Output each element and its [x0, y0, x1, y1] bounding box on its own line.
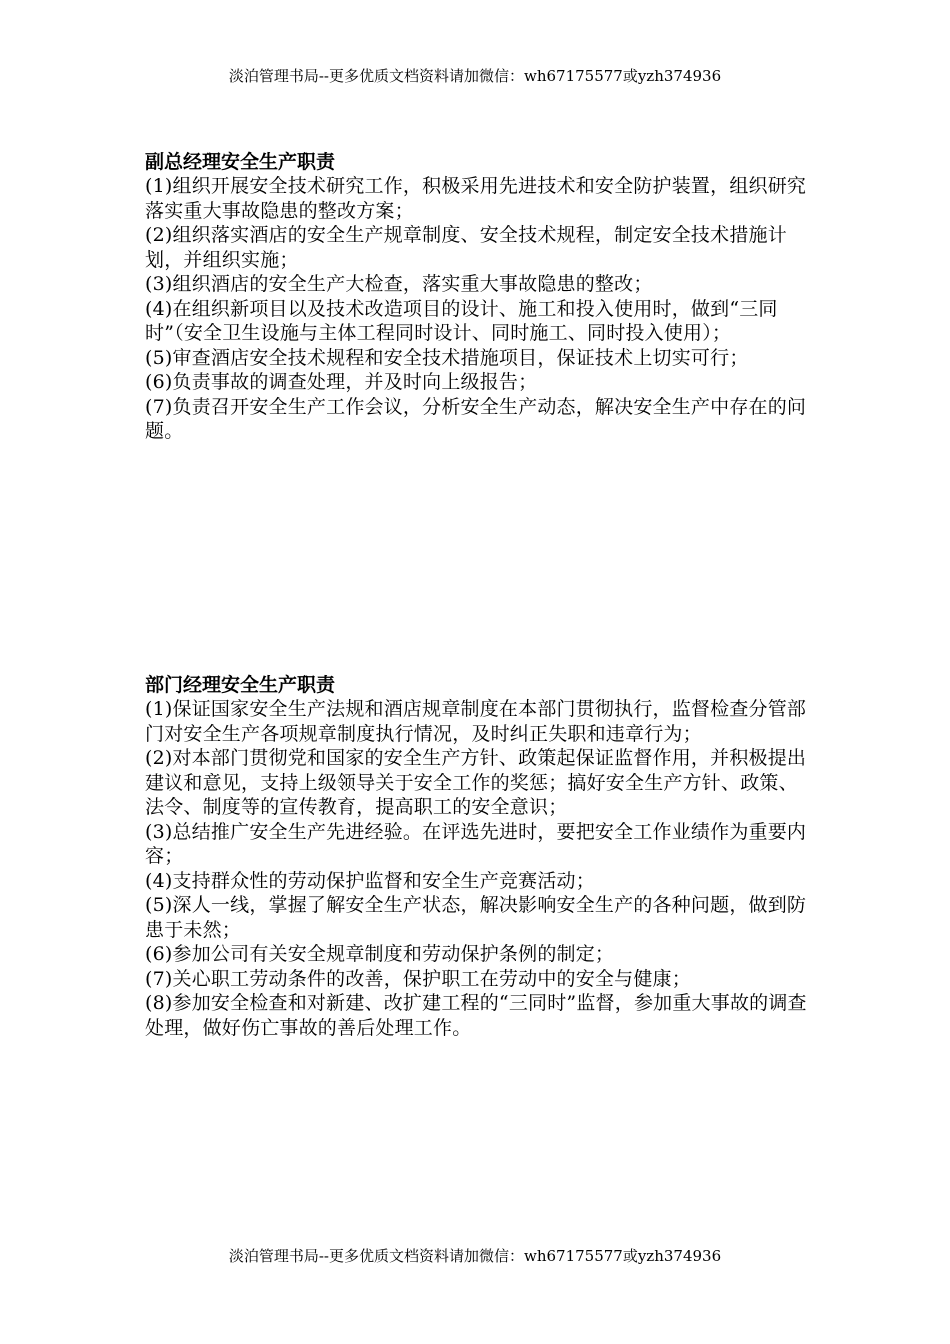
duty-item: (3)总结推广安全生产先进经验。在评选先进时，要把安全工作业绩作为重要内容；	[145, 820, 807, 867]
section-dept-manager-duties	[145, 673, 810, 1040]
duty-item: (5)深人一线，掌握了解安全生产状态，解决影响安全生产的各种问题，做到防患于未然；	[145, 894, 807, 941]
duty-item: (3)组织酒店的安全生产大检查，落实重大事故隐患的整改；	[145, 273, 653, 295]
page-header: 淡泊管理书局--更多优质文档资料请加微信：wh67175577或yzh374936	[228, 67, 722, 85]
section-title: 副总经理安全生产职责	[145, 151, 336, 173]
duty-item: (4)在组织新项目以及技术改造项目的设计、施工和投入使用时，做到“三同时”（安全卫生设施与主体工程同时设计、同时施工、同时投入使用）；	[145, 297, 778, 344]
duty-item: (6)负责事故的调查处理，并及时向上级报告；	[145, 371, 538, 393]
duty-item: (5)审查酒店安全技术规程和安全技术措施项目，保证技术上切实可行；	[145, 346, 749, 369]
duty-item: (7)关心职工劳动条件的改善，保护职工在劳动中的安全与健康；	[145, 967, 691, 990]
duty-item: (1)保证国家安全生产法规和酒店规章制度在本部门贯彻执行，监督检查分管部门对安全生产各项规章制度执行情况，及时纠正失职和违章行为；	[145, 698, 807, 745]
duty-item: (2)对本部门贯彻党和国家的安全生产方针、政策起保证监督作用，并积极提出建议和意见，支持上级领导关于安全工作的奖惩；搞好安全生产方针、政策、法令、制度等的宣传教育，提高职工的安全意识；	[145, 747, 807, 818]
duty-item: (1)组织开展安全技术研究工作，积极采用先进技术和安全防护装置，组织研究落实重大事故隐患的整改方案；	[145, 175, 807, 222]
duty-item: (2)组织落实酒店的安全生产规章制度、安全技术规程，制定安全技术措施计划，并组织实施；	[145, 224, 787, 271]
duty-list	[145, 697, 810, 1040]
duty-item: (8)参加安全检查和对新建、改扩建工程的“三同时”监督，参加重大事故的调查处理，做好伤亡事故的善后处理工作。	[145, 992, 807, 1039]
section-vice-gm-duties	[145, 150, 810, 444]
section-title: 部门经理安全生产职责	[145, 674, 336, 696]
duty-item: (4)支持群众性的劳动保护监督和安全生产竞赛活动；	[145, 869, 595, 892]
duty-item: (6)参加公司有关安全规章制度和劳动保护条例的制定；	[145, 943, 615, 965]
duty-item: (7)负责召开安全生产工作会议，分析安全生产动态，解决安全生产中存在的问题。	[145, 395, 807, 442]
page-footer: 淡泊管理书局--更多优质文档资料请加微信：wh67175577或yzh374936	[228, 1247, 722, 1265]
duty-list	[145, 174, 810, 444]
